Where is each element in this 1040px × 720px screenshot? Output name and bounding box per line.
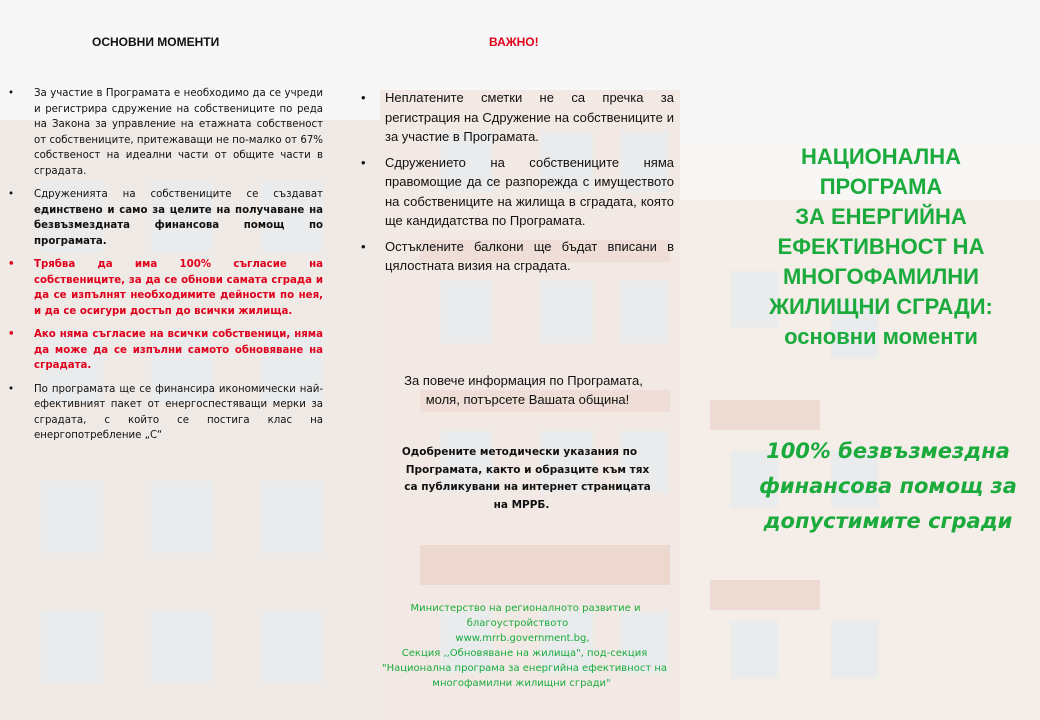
bullet-icon: •	[361, 238, 366, 254]
ministry-footer: Министерство на регионалното развитие и благоустройството www.mrrb.government.bg, Секция ,,Обновяване на жилища", под-секция "Национална програма за енергийна ефективност на многофамилни жилищни сгради"	[345, 601, 690, 691]
bullet-icon: •	[8, 259, 15, 270]
middle-bullet-1: • Неплатените сметки не са пречка за регистрация на Сдружение на собствениците и за участие в Програмата.	[361, 90, 674, 144]
left-bullet-list	[0, 86, 345, 452]
left-bullet-1: • За участие в Програмата е необходимо да се учреди и регистрира сдружение на собствениците по реда на Закона за управление на етажната собственост от собствениците, притежаващи не по-малко от 67% собственост на идеални части от общите части в сградата.	[8, 88, 323, 177]
left-bullet-3: • Трябва да има 100% съгласие на собствениците, за да се обнови самата сграда и да се изпълнят необходимите дейности по нея, и да се осигури достъп до всички жилища.	[8, 259, 323, 317]
info-note: За повече информация по Програмата, моля, потърсете Вашата община!	[404, 373, 643, 407]
middle-bullet-3: • Остъклените балкони ще бъдат вписани в цялостната визия на сградата.	[361, 238, 674, 273]
bullet-icon: •	[361, 154, 366, 170]
left-bullet-2: • Сдруженията на собствениците се създават единствено и само за целите на получаване на безвъзмездната финансова помощ по програмата.	[8, 189, 323, 247]
guidelines-note: Одобрените методически указания по Програмата, както и образците към тях са публикувани на интернет страницата на МРРБ.	[401, 446, 651, 511]
bullet-icon: •	[8, 383, 15, 395]
bullet-icon: •	[361, 90, 366, 105]
bullet-icon: •	[8, 88, 15, 99]
bullet-icon: •	[8, 189, 15, 200]
ministry-website[interactable]: www.mrrb.government.bg,	[455, 633, 590, 644]
important-heading: ВАЖНО!	[489, 35, 539, 49]
middle-bullet-list	[345, 88, 690, 282]
left-bullet-4: • Ако няма съгласие на всички собственици, няма да може да се изпълни самото обновяване на сградата.	[8, 329, 323, 371]
left-panel-heading: ОСНОВНИ МОМЕНТИ	[92, 35, 220, 49]
left-bullet-5: • По програмата ще се финансира икономически най-ефективният пакет от енергоспестяващи мерки за сградата, с който се постига клас на енергопотребление „С“	[8, 383, 323, 441]
middle-bullet-2: • Сдружението на собствениците няма правомощие да се разпорежда с имуществото на собствениците на жилища в сградата, която ще кандидатства по Програмата.	[361, 154, 674, 228]
bullet-icon: •	[8, 329, 15, 340]
program-title: НАЦИОНАЛНА ПРОГРАМА ЗА ЕНЕРГИЙНА ЕФЕКТИВНОСТ НА МНОГОФАМИЛНИ ЖИЛИЩНИ СГРАДИ: основни моменти	[769, 144, 993, 349]
funding-subtitle: 100% безвъзмездна финансова помощ за допустимите сгради	[759, 439, 1017, 533]
